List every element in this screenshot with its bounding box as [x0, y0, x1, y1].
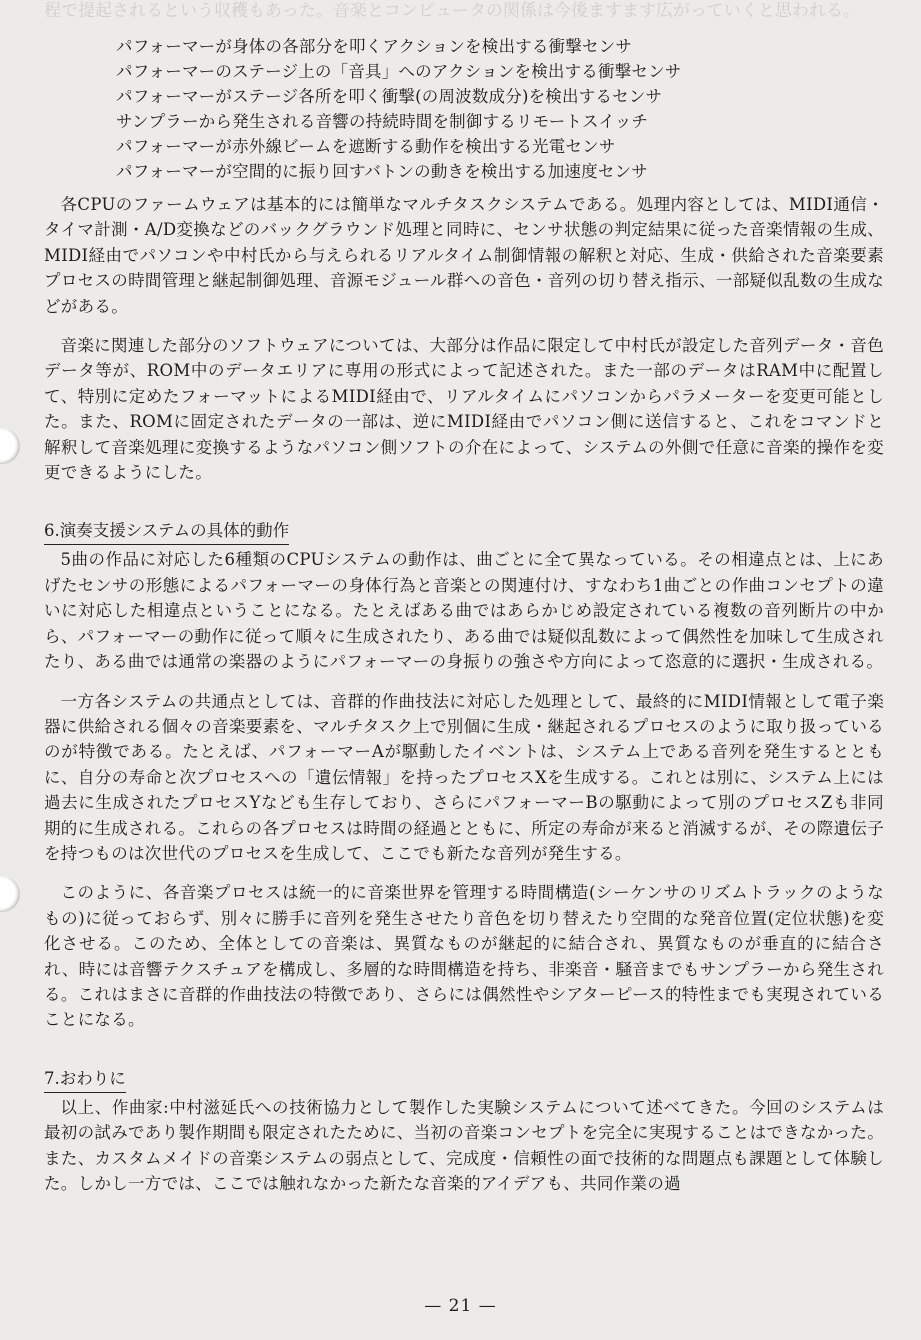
paragraph-6-3: このように、各音楽プロセスは統一的に音楽世界を管理する時間構造(シーケンサのリズムトラックのようなもの)に従っておらず、別々に勝手に音列を発生させたり音色を切り替えたり空間的な発音位置(定位状態)を変化させる。このため、全体としての音楽は、異質なものが継起的に結合され、異質なものが垂直的に結合され、時には音響テクスチュアを構成し、多層的な時間構造を持ち、非楽音・騒音までもサンプラーから発生される。これはまさに音群的作曲技法の特徴であり、さらには偶然性やシアターピース的特性までも実現されていることになる。	[44, 883, 884, 1030]
paragraph-7-1: 以上、作曲家:中村滋延氏への技術協力として製作した実験システムについて述べてきた。今回のシステムは最初の試みであり製作期間も限定されたために、当初の音楽コンセプトを完全に実現することはできなかった。また、カスタムメイドの音楽システムの弱点として、完成度・信頼性の面で技術的な問題点も課題として体験した。しかし一方では、ここでは触れなかった新たな音楽的アイデアも、共同作業の過	[44, 1097, 884, 1193]
sensor-list	[116, 34, 884, 184]
sensor-list-item: パフォーマーが身体の各部分を叩くアクションを検出する衝撃センサ	[116, 37, 633, 56]
paragraph-software: 音楽に関連した部分のソフトウェアについては、大部分は作品に限定して中村氏が設定した音列データ・音色データ等が、ROM中のデータエリアに専用の形式によって記述された。また一部のデータはRAM中に配置して、特別に定めたフォーマットによるMIDI経由で、リアルタイムにパソコンからパラメーターを変更可能とした。また、ROMに固定されたデータの一部は、逆にMIDI経由でパソコン側に送信すると、これをコマンドと解釈して音楽処理に変換するようなパソコン側ソフトの介在によって、システムの外側で任意に音楽的操作を変更できるようにした。	[44, 336, 884, 483]
section-heading-7: 7.おわりに	[44, 1067, 126, 1093]
binder-hole-top	[0, 428, 20, 464]
sensor-list-item: パフォーマーが赤外線ビームを遮断する動作を検出する光電センサ	[116, 137, 616, 156]
sensor-list-item: パフォーマーが空間的に振り回すバトンの動きを検出する加速度センサ	[116, 162, 648, 181]
binder-hole-bottom	[0, 876, 20, 912]
sensor-list-item: パフォーマーのステージ上の「音具」へのアクションを検出する衝撃センサ	[116, 62, 682, 81]
page-number: — 21 —	[424, 1296, 497, 1316]
paragraph-6-1: 5曲の作品に対応した6種類のCPUシステムの動作は、曲ごとに全て異なっている。その相違点とは、上にあげたセンサの形態によるパフォーマーの身体行為と音楽との関連付け、すなわち1曲ごとの作曲コンセプトの違いに対応した相違点ということになる。たとえばある曲ではあらかじめ設定されている複数の音列断片の中から、パフォーマーの動作に従って順々に生成されたり、ある曲では疑似乱数によって偶然性を加味して生成されたり、ある曲では通常の楽器のようにパフォーマーの身振りの強さや方向によって恣意的に選択・生成される。	[44, 550, 884, 672]
section-heading-6: 6.演奏支援システムの具体的動作	[44, 519, 289, 545]
paragraph-6-2: 一方各システムの共通点としては、音群的作曲技法に対応した処理として、最終的にMIDI情報として電子楽器に供給される個々の音楽要素を、マルチタスク上で別個に生成・継起されるプロセスのように取り扱っているのが特徴である。たとえば、パフォーマーAが駆動したイベントは、システム上である音列を発生するとともに、自分の寿命と次プロセスへの「遺伝情報」を持ったプロセスXを生成する。これとは別に、システム上には過去に生成されたプロセスYなども生存しており、さらにパフォーマーBの駆動によって別のプロセスZも非同期的に生成される。これらの各プロセスは時間の経過とともに、所定の寿命が来ると消滅するが、その際遺伝子を持つものは次世代のプロセスを生成して、ここでも新たな音列が発生する。	[44, 691, 884, 863]
sensor-list-item: サンプラーから発生される音響の持続時間を制御するリモートスイッチ	[116, 112, 649, 131]
page-body	[44, 34, 884, 1210]
sensor-list-item: パフォーマーがステージ各所を叩く衝撃(の周波数成分)を検出するセンサ	[116, 87, 663, 106]
bleed-through-text: 程で提起されるという収穫もあった。音楽とコンピュータの関係は今後ますます広がっていくと思われる。	[44, 1, 860, 21]
paragraph-firmware: 各CPUのファームウェアは基本的には簡単なマルチタスクシステムである。処理内容としては、MIDI通信・タイマ計測・A/D変換などのバックグラウンド処理と同時に、センサ状態の判定結果に従った音楽情報の生成、MIDI経由でパソコンや中村氏から与えられるリアルタイム制御情報の解釈と対応、生成・供給された音楽要素プロセスの時間管理と継起制御処理、音源モジュール群への音色・音列の切り替え指示、一部疑似乱数の生成などがある。	[44, 195, 884, 316]
